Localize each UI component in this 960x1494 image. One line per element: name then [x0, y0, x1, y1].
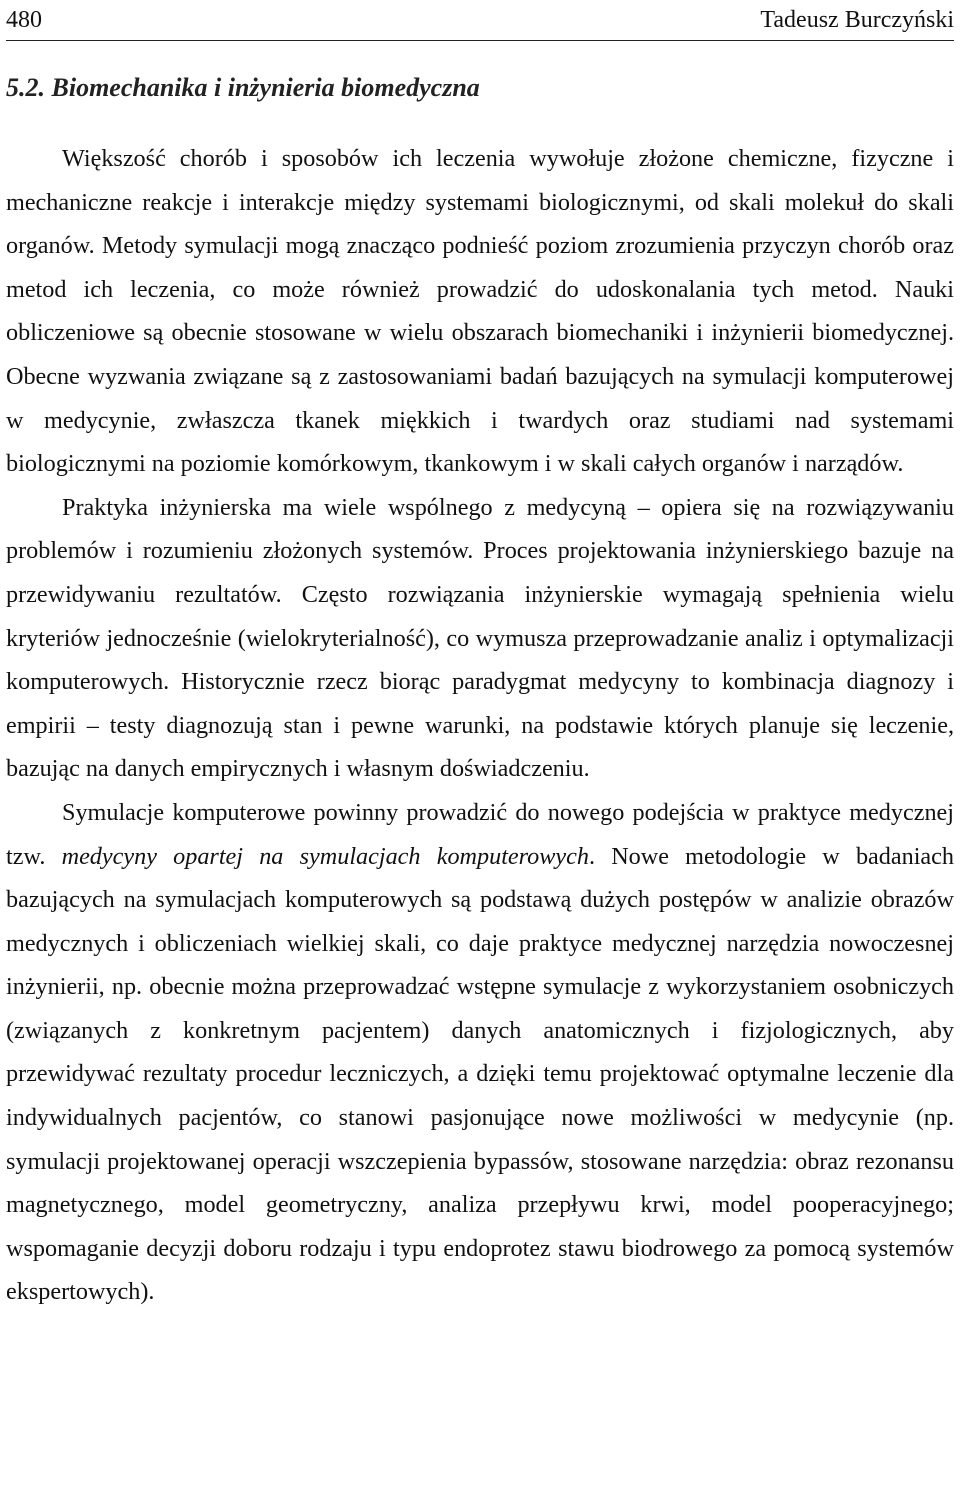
author-name: Tadeusz Burczyński: [760, 7, 954, 33]
paragraph-2: Praktyka inżynierska ma wiele wspólnego z medycyną – opiera się na rozwiązywaniu problemów i rozumieniu złożonych systemów. Proces projektowania inżynierskiego bazuje na przewidywaniu rezultatów. Często rozwiązania inżynierskie wymagają spełnienia wielu kryteriów jednocześnie (wielokryterialność), co wymusza przeprowadzanie analiz i optymalizacji komputerowych. Historycznie rzecz biorąc paradygmat medycyny to kombinacja diagnozy i empirii – testy diagnozują stan i pewne warunki, na podstawie których planuje się leczenie, bazując na danych empirycznych i własnym doświadczeniu.: [6, 493, 954, 783]
section-heading: 5.2. Biomechanika i inżynieria biomedyczna: [6, 73, 480, 102]
document-page: [6, 0, 954, 1314]
running-header: [6, 0, 954, 41]
body-text: [6, 137, 954, 1314]
paragraph-3-emphasis: medycyny opartej na symulacjach komputerowych: [61, 842, 589, 870]
paragraph-3-text-before: Symulacje komputerowe powinny prowadzić do nowego podejścia w praktyce medycznej tzw.: [6, 798, 954, 870]
paragraph-3: [6, 791, 954, 1314]
paragraph-1: Większość chorób i sposobów ich leczenia wywołuje złożone chemiczne, fizyczne i mechaniczne reakcje i interakcje między systemami biologicznymi, od skali molekuł do skali organów. Metody symulacji mogą znacząco podnieść poziom zrozumienia przyczyn chorób oraz metod ich leczenia, co może również prowadzić do udoskonalania tych metod. Nauki obliczeniowe są obecnie stosowane w wielu obszarach biomechaniki i inżynierii biomedycznej. Obecne wyzwania związane są z zastosowaniami badań bazujących na symulacji komputerowej w medycynie, zwłaszcza tkanek miękkich i twardych oraz studiami nad systemami biologicznymi na poziomie komórkowym, tkankowym i w skali całych organów i narządów.: [6, 145, 954, 478]
page-number: 480: [6, 7, 42, 33]
paragraph-3-text-after: . Nowe metodologie w badaniach bazujących na symulacjach komputerowych są podstawą dużych postępów w analizie obrazów medycznych i obliczeniach wielkiej skali, co daje praktyce medycznej narzędzia nowoczesnej inżynierii, np. obecnie można przeprowadzać wstępne symulacje z wykorzystaniem osobniczych (związanych z konkretnym pacjentem) danych anatomicznych i fizjologicznych, aby przewidywać rezultaty procedur leczniczych, a dzięki temu projektować optymalne leczenie dla indywidualnych pacjentów, co stanowi pasjonujące nowe możliwości w medycynie (np. symulacji projektowanej operacji wszczepienia bypassów, stosowane narzędzia: obraz rezonansu magnetycznego, model geometryczny, analiza przepływu krwi, model pooperacyjnego; wspomaganie decyzji doboru rodzaju i typu endoprotez stawu biodrowego za pomocą systemów ekspertowych).: [6, 842, 954, 1306]
